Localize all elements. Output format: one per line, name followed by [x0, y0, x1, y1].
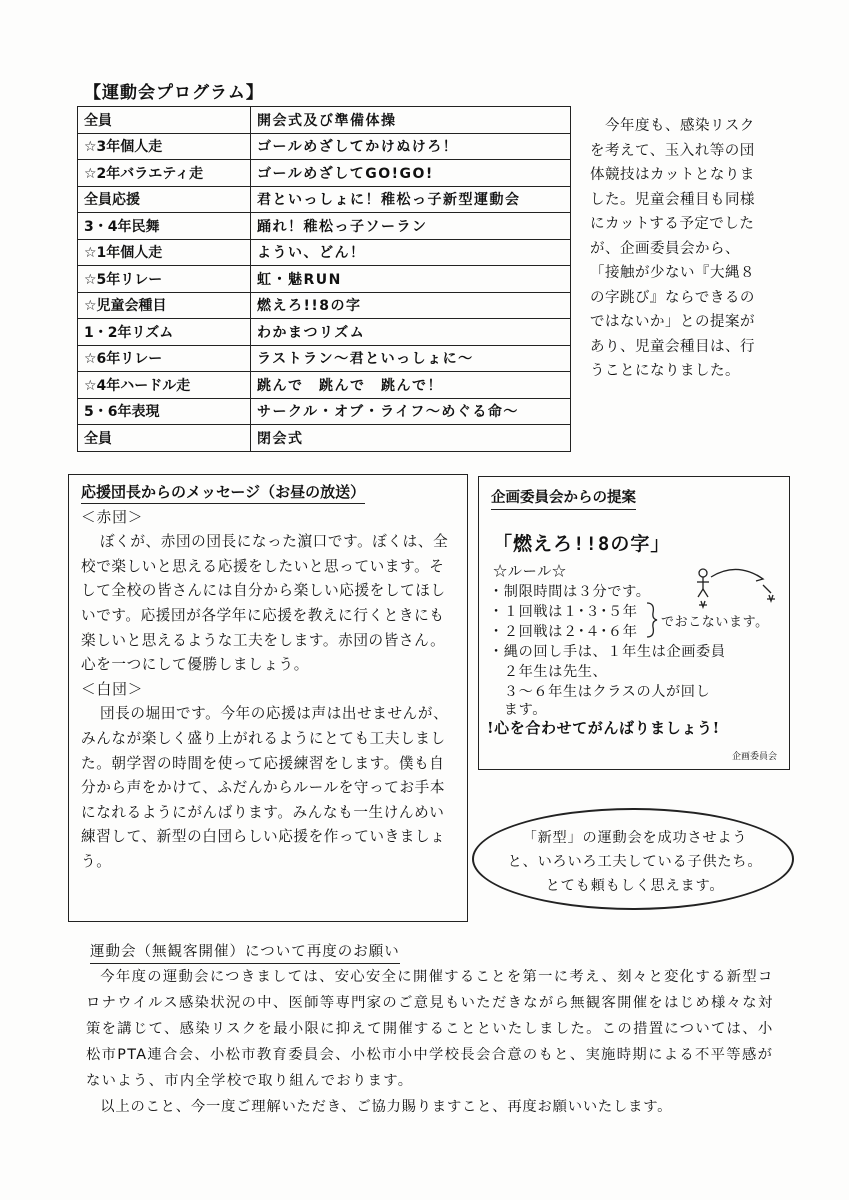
program-group-cell: 全員: [78, 107, 251, 134]
program-group-cell: ☆4年ハードル走: [78, 372, 251, 399]
brace-icon: [645, 601, 659, 639]
program-row: [78, 372, 571, 399]
program-group-cell: ☆5年リレー: [78, 266, 251, 293]
program-event-cell: ゴールめざしてGO!GO!: [251, 160, 571, 187]
white-team-label: ＜白団＞: [81, 680, 144, 698]
program-row: [78, 319, 571, 346]
red-team-label: ＜赤団＞: [81, 508, 144, 526]
program-row: [78, 186, 571, 213]
program-event-cell: ラストラン～君といっしょに～: [251, 345, 571, 372]
white-team-message: 団長の堀田です。今年の応援は声は出せませんが、みんなが楽しく盛り上がれるようにとても工夫しました。朝学習の時間を使って応援練習をします。僕も自分から声をかけて、ふだんからルールを守ってお手本になれるようにがんばります。みんなも一生けんめい練習して、新型の白団らしい応援を作っていきましょう。: [81, 705, 449, 870]
cheer-message-title: 応援団長からのメッセージ（お昼の放送）: [81, 481, 365, 504]
rule-line: ます。: [489, 702, 548, 718]
proposal-box: [478, 476, 790, 770]
red-team-message: ぼくが、赤団の団長になった濵口です。ぼくは、全校で楽しいと思える応援をしたいと思っています。そして全校の皆さんには自分から楽しい応援をしてほしいです。応援団が各学年に応援を教えに行くときにも楽しいと思えるような工夫をします。赤団の皆さん。心を一つにして優勝しましょう。: [81, 533, 449, 674]
committee-signature: 企画委員会: [731, 752, 777, 762]
program-table-body: [78, 107, 571, 452]
program-event-cell: ようい、どん！: [251, 239, 571, 266]
request-paragraph: 今年度の運動会につきましては、安心安全に開催することを第一に考え、刻々と変化する新型コロナウイルス感染状況の中、医師等専門家のご意見もいただきながら無観客開催をはじめ様々な対策を講じて、感染リスクを最小限に抑えて開催することといたしました。この措置については、小松市PTA連合会、小松市教育委員会、小松市小中学校長会合意のもと、実施時期による不平等感がないよう、市内全学校で取り組んでおります。: [86, 969, 774, 1089]
rule-line: ・１回戦は１･３･５年: [489, 604, 638, 620]
rule-line: ・２回戦は２･４･６年: [489, 624, 638, 640]
oval-line: 「新型」の運動会を成功させよう: [522, 830, 748, 846]
program-title: 【運動会プログラム】: [84, 83, 264, 103]
program-event-cell: 開会式及び準備体操: [251, 107, 571, 134]
program-event-cell: 君といっしょに！稚松っ子新型運動会: [251, 186, 571, 213]
oval-line: とても頼もしく思えます。: [545, 878, 725, 894]
rule-brace-note: でおこないます。: [661, 615, 769, 630]
oval-text: [474, 826, 796, 898]
program-row: [78, 133, 571, 160]
program-event-cell: 踊れ！稚松っ子ソーラン: [251, 213, 571, 240]
cheer-message-box: [68, 474, 468, 922]
program-event-cell: ゴールめざしてかけぬけろ！: [251, 133, 571, 160]
program-row: [78, 398, 571, 425]
program-event-cell: 閉会式: [251, 425, 571, 452]
rule-line: ・制限時間は３分です。: [489, 584, 651, 600]
program-note: 今年度も、感染リスクを考えて、玉入れ等の団体競技はカットとなりました。児童会種目も同様にカットする予定でしたが、企画委員会から、「接触が少ない『大縄８の字跳び』ならできるのではないか」との提案があり、児童会種目は、行うことになりました。: [590, 118, 755, 379]
program-row: [78, 292, 571, 319]
rule-heading: ☆ルール☆: [493, 564, 567, 580]
request-paragraph: 以上のこと、今一度ご理解いただき、ご協力賜りますこと、再度お願いいたします。: [100, 1099, 673, 1115]
request-title: 運動会（無観客開催）について再度のお願い: [90, 942, 400, 964]
proposal-title: 企画委員会からの提案: [491, 487, 636, 510]
jump-rope-illustration: [693, 565, 785, 609]
program-group-cell: ☆児童会種目: [78, 292, 251, 319]
program-row: [78, 160, 571, 187]
program-group-cell: 3・4年民舞: [78, 213, 251, 240]
program-group-cell: 1・2年リズム: [78, 319, 251, 346]
rule-line: ３～６年生はクラスの人が回し: [489, 684, 711, 700]
program-event-cell: 虹・魅RUN: [251, 266, 571, 293]
memo-title: 「燃えろ!!8の字」: [493, 533, 671, 555]
program-group-cell: ☆2年バラエティ走: [78, 160, 251, 187]
program-group-cell: ☆3年個人走: [78, 133, 251, 160]
program-group-cell: 5・6年表現: [78, 398, 251, 425]
program-event-cell: 跳んで 跳んで 跳んで！: [251, 372, 571, 399]
oval-line: と、いろいろ工夫している子供たち。: [507, 854, 763, 870]
program-table: [77, 106, 571, 452]
encouragement-oval: [472, 808, 794, 910]
program-group-cell: 全員応援: [78, 186, 251, 213]
rule-closing: !心を合わせてがんばりましょう!: [487, 719, 720, 737]
program-group-cell: 全員: [78, 425, 251, 452]
program-row: [78, 239, 571, 266]
request-body: [86, 964, 786, 1120]
program-event-cell: 燃えろ!!8の字: [251, 292, 571, 319]
program-row: [78, 213, 571, 240]
program-row: [78, 107, 571, 134]
program-row: [78, 266, 571, 293]
rule-line: ２年生は先生、: [489, 664, 608, 680]
program-row: [78, 345, 571, 372]
rule-line: ・縄の回し手は、１年生は企画委員: [489, 644, 726, 660]
program-event-cell: わかまつリズム: [251, 319, 571, 346]
program-row: [78, 425, 571, 452]
program-group-cell: ☆6年リレー: [78, 345, 251, 372]
program-group-cell: ☆1年個人走: [78, 239, 251, 266]
program-event-cell: サークル・オブ・ライフ～めぐる命～: [251, 398, 571, 425]
